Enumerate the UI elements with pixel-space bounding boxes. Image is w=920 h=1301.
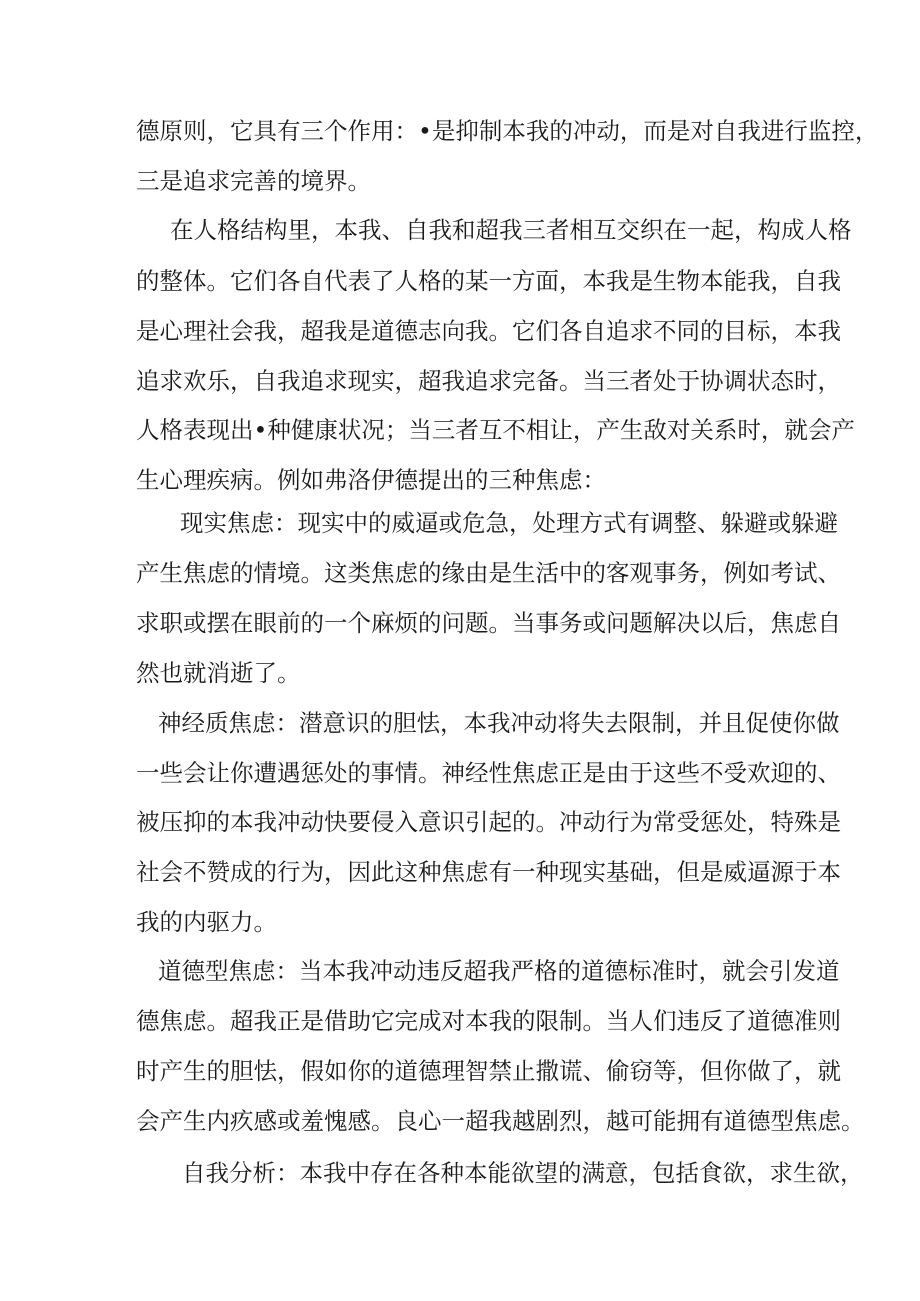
text-line-1: 德原则，它具有三个作用：•是抑制本我的冲动，而是对自我进行监控， xyxy=(136,117,879,145)
text-line-12: 然也就消逝了。 xyxy=(136,659,301,687)
text-line-22: 自我分析：本我中存在各种本能欲望的满意，包括食欲，求生欲， xyxy=(182,1159,864,1187)
text-line-16: 社会不赞成的行为，因此这种焦虑有一种现实基础，但是威逼源于本 xyxy=(136,858,841,886)
text-line-17: 我的内驱力。 xyxy=(136,908,277,936)
text-line-13: 神经质焦虑：潜意识的胆怯，本我冲动将失去限制，并且促使你做 xyxy=(158,709,840,737)
text-line-18: 道德型焦虑：当本我冲动违反超我严格的道德标准时，就会引发道 xyxy=(158,957,840,985)
text-line-9: 现实焦虑：现实中的威逼或危急，处理方式有调整、躲避或躲避 xyxy=(180,509,838,537)
text-line-8: 生心理疾病。例如弗洛伊德提出的三种焦虑： xyxy=(136,466,606,494)
text-line-14: 一些会让你遭遇惩处的事情。神经性焦虑正是由于这些不受欢迎的、 xyxy=(136,759,841,787)
text-line-7: 人格表现出•种健康状况；当三者互不相让，产生敌对关系时，就会产 xyxy=(136,416,855,444)
text-line-2: 三是追求完善的境界。 xyxy=(136,167,371,195)
text-line-4: 的整体。它们各自代表了人格的某一方面，本我是生物本能我，自我 xyxy=(136,267,841,295)
text-line-15: 被压抑的本我冲动快要侵入意识引起的。冲动行为常受惩处，特殊是 xyxy=(136,808,841,836)
text-line-20: 时产生的胆怯，假如你的道德理智禁止撒谎、偷窃等，但你做了，就 xyxy=(136,1057,841,1085)
text-line-3: 在人格结构里，本我、自我和超我三者相互交织在一起，构成人格 xyxy=(170,216,852,244)
text-line-19: 德焦虑。超我正是借助它完成对本我的限制。当人们违反了道德准则 xyxy=(136,1007,841,1035)
text-line-10: 产生焦虑的情境。这类焦虑的缘由是生活中的客观事务，例如考试、 xyxy=(136,559,841,587)
text-line-11: 求职或摆在眼前的一个麻烦的问题。当事务或问题解决以后，焦虑自 xyxy=(136,609,841,637)
text-line-21: 会产生内疚感或羞愧感。良心一超我越剧烈，越可能拥有道德型焦虑。 xyxy=(136,1107,865,1135)
text-line-6: 追求欢乐，自我追求现实，超我追求完备。当三者处于协调状态时， xyxy=(136,367,841,395)
text-line-5: 是心理社会我，超我是道德志向我。它们各自追求不同的目标，本我 xyxy=(136,317,841,345)
